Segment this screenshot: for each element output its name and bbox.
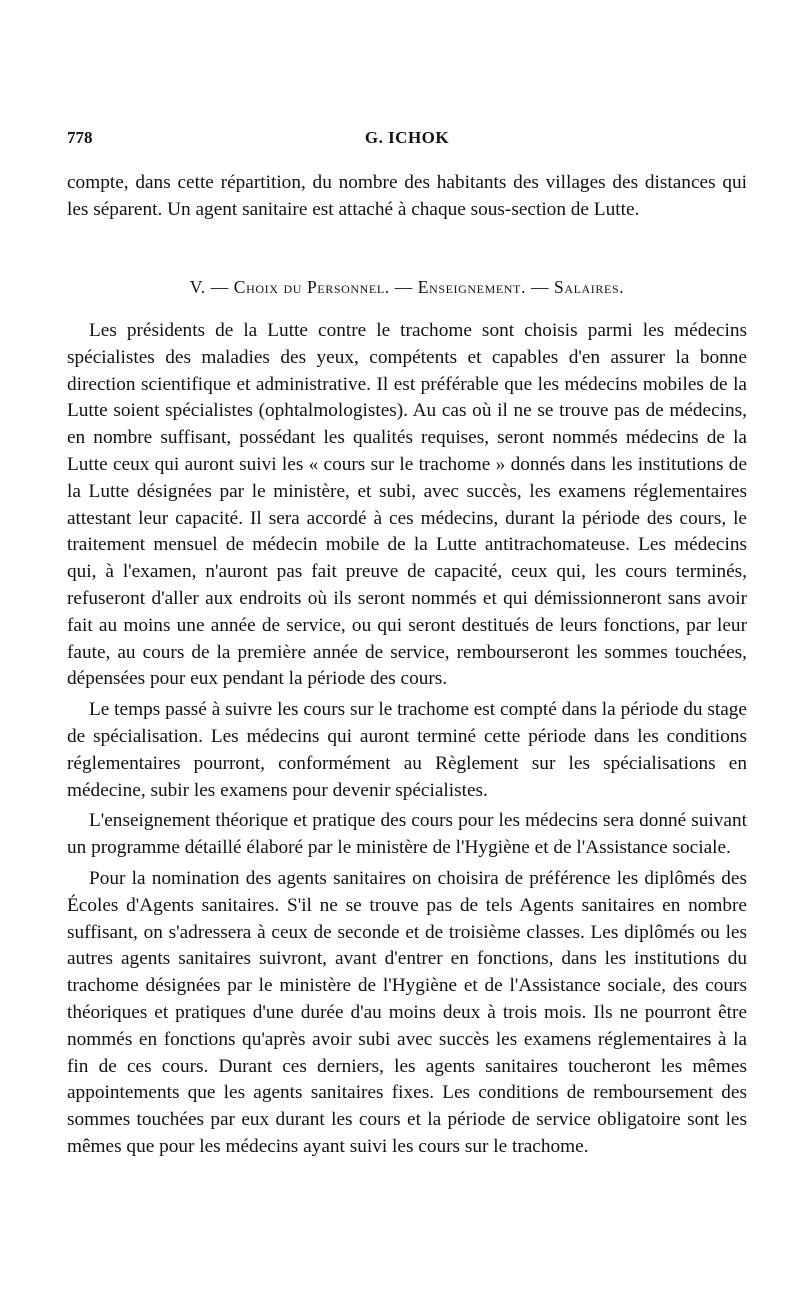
section-heading: V. — Choix du Personnel. — Enseignement. — Salaires. (189, 277, 625, 297)
section-body (67, 318, 747, 1161)
continued-paragraph: compte, dans cette répartition, du nombre des habitants des villages des distances qui les séparent. Un agent sanitaire est attaché à chaque sous-section de Lutte. (67, 172, 747, 220)
paragraph-stage: Le temps passé à suivre les cours sur le trachome est compté dans la période du stage de spécialisation. Les médecins qui auront terminé cette période dans les conditions réglementaires pourront, conformément au Règlement sur les spécialisations en médecine, subir les examens pour devenir spécialistes. (67, 699, 747, 801)
running-head (67, 128, 747, 152)
paragraph-enseignement: L'enseignement théorique et pratique des cours pour les médecins sera donné suivant un programme détaillé élaboré par le ministère de l'Hygiène et de l'Assistance sociale. (67, 810, 747, 859)
paragraph-agents-sanitaires: Pour la nomination des agents sanitaires on choisira de préférence les diplômés des Écoles d'Agents sanitaires. S'il ne se trouve pas de tels Agents sanitaires en nombre suffisant, on s'adressera à ceux de seconde et de troisième classes. Les diplômés ou les autres agents sanitaires suivront, avant d'entrer en fonctions, dans les institutions du trachome désignées par le ministère de l'Hygiène et de l'Assistance sociale, des cours théoriques et pratiques d'une durée d'au moins deux à trois mois. Ils ne pourront être nommés en fonctions qu'après avoir subi avec succès les examens réglementaires à la fin de ces cours. Durant ces derniers, les agents sanitaires toucheront les mêmes appointements que les agents sanitaires fixes. Les conditions de remboursement des sommes touchées par eux durant les cours et la période de service obligatoire sont les mêmes que pour les médecins ayant suivi les cours sur le trachome. (67, 867, 747, 1157)
paragraph-presidents: Les présidents de la Lutte contre le trachome sont choisis parmi les médecins spécialistes des maladies des yeux, compétents et capables d'en assurer la bonne direction scientifique et administrative. Il est préférable que les médecins mobiles de la Lutte soient spécialistes (ophtalmologistes). Au cas où il ne se trouve pas de médecins, en nombre suffisant, possédant les qualités requises, seront nommés médecins de la Lutte ceux qui auront suivi les « cours sur le trachome » donnés dans les institutions de la Lutte désignées par le ministère, et subi, avec succès, les examens réglementaires attestant leur capacité. Il sera accordé à ces médecins, durant la période des cours, le traitement mensuel de médecin mobile de la Lutte antitrachomateuse. Les médecins qui, à l'examen, n'auront pas fait preuve de capacité, ceux qui, les cours terminés, refuseront d'aller aux endroits où ils seront nommés et qui démissionneront sans avoir fait au moins une année de service, ou qui seront destitués de leurs fonctions, par leur faute, au cours de la première année de service, rembourseront les sommes touchées, dépensées pour eux pendant la période des cours. (67, 320, 747, 690)
continued-text-block (67, 170, 747, 224)
page-number: 778 (67, 128, 93, 147)
running-head-author: G. ICHOK (364, 128, 450, 147)
